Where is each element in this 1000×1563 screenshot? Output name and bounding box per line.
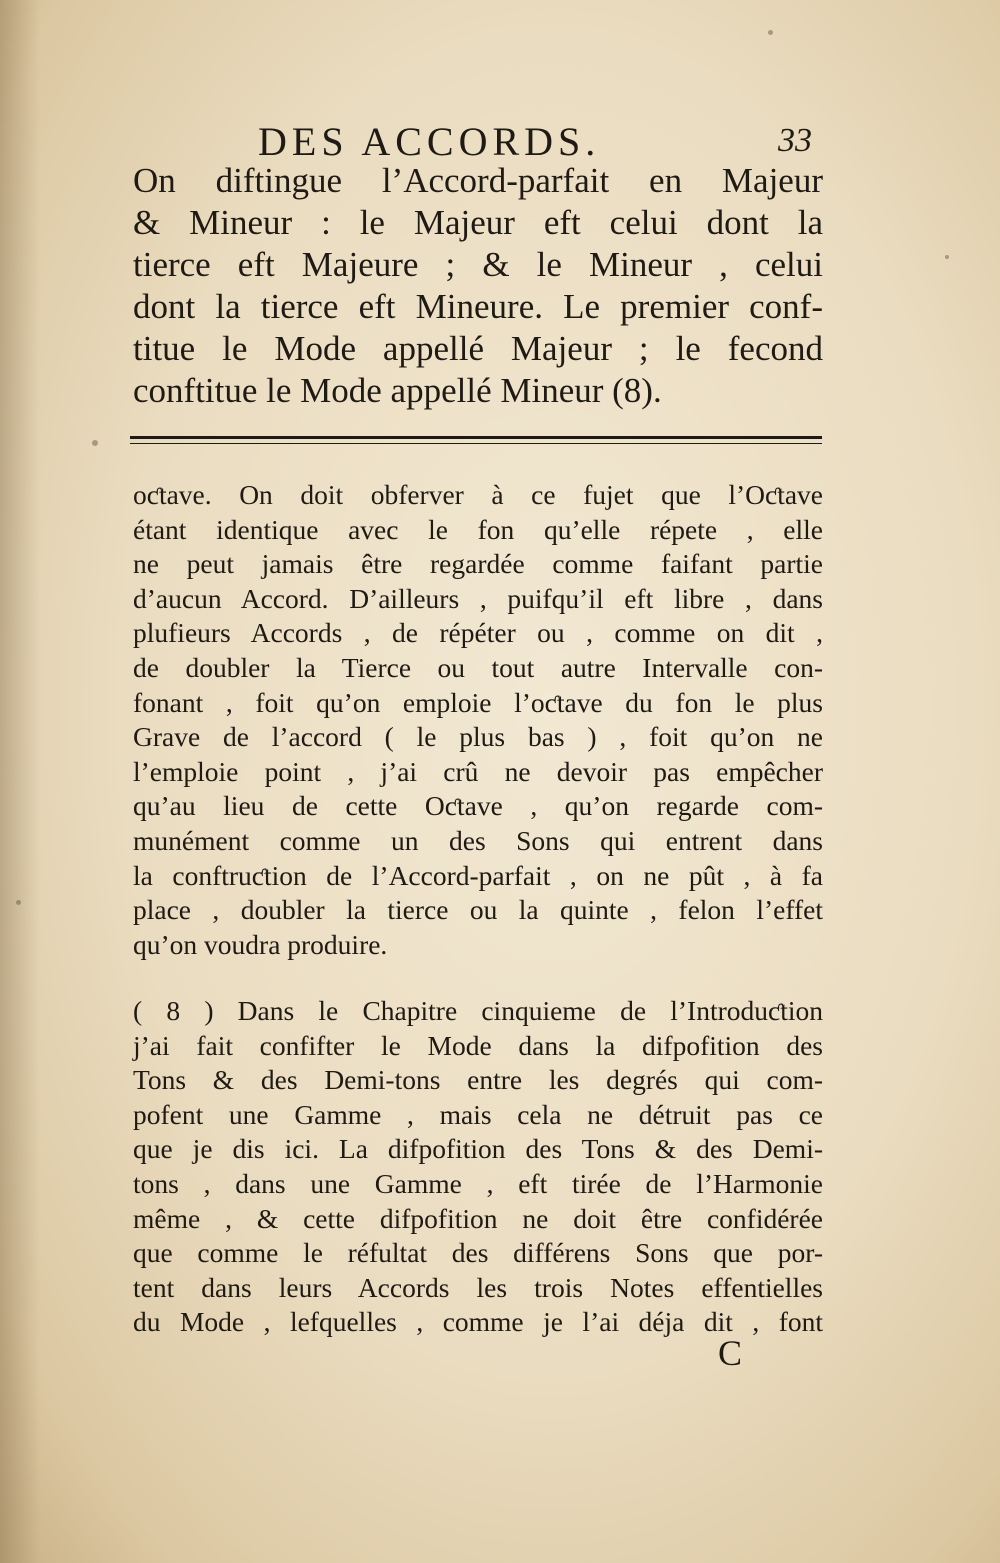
footnote-line: ne peut jamais être regardée comme faifant partie (133, 548, 823, 580)
footnote-line: tent dans leurs Accords les trois Notes effentielles (133, 1271, 823, 1303)
footnote-line: qu’au lieu de cette Oƈtave , qu’on regarde com- (133, 790, 823, 822)
footnote-line: ( 8 ) Dans le Chapitre cinquieme de l’Introduƈtion (133, 995, 823, 1026)
text-line: conftitue le Mode appellé Mineur (8). (133, 371, 662, 410)
paper-speck (92, 440, 98, 446)
footnote-line: du Mode , lefquelles , comme je l’ai déja dit , font (133, 1306, 823, 1338)
footnote-8 (133, 994, 823, 1340)
text-line: tierce eft Majeure ; & le Mineur , celui (133, 245, 823, 284)
footnote-line: j’ai fait confifter le Mode dans la difpofition des (133, 1029, 823, 1061)
footnote-line: qu’on voudra produire. (133, 928, 388, 960)
gutter-shadow (0, 0, 40, 1563)
footnote-line: Grave de l’accord ( le plus bas ) , foit qu’on ne (133, 721, 823, 753)
text-line: On diftingue l’Accord-parfait en Majeur (133, 161, 823, 200)
paper-speck (945, 255, 949, 259)
footnote-line: d’aucun Accord. D’ailleurs , puifqu’il eft libre , dans (133, 582, 823, 614)
footnote-line: l’emploie point , j’ai crû ne devoir pas empêcher (133, 755, 823, 787)
footnote-line: même , & cette difpofition ne doit être confidérée (133, 1202, 823, 1234)
signature-mark: C (718, 1333, 743, 1373)
footnote-line: que comme le réfultat des différens Sons que por- (133, 1237, 823, 1269)
text-line: dont la tierce eft Mineure. Le premier conf- (133, 287, 823, 326)
text-line: titue le Mode appellé Majeur ; le fecond (133, 329, 823, 368)
footnote-line: oƈtave. On doit obferver à ce fujet que l’Oƈtave (133, 479, 823, 510)
footnote-line: munément comme un des Sons qui entrent dans (133, 824, 823, 856)
page-number: 33 (778, 122, 812, 159)
footnote-line: plufieurs Accords , de répéter ou , comme on dit , (133, 617, 823, 649)
footnote-line: Tons & des Demi-tons entre les degrés qui com- (133, 1064, 823, 1096)
footnote-line: place , doubler la tierce ou la quinte , felon l’effet (133, 894, 823, 926)
page-title: DES ACCORDS. (258, 119, 601, 164)
main-paragraph (133, 160, 823, 412)
text-line: & Mineur : le Majeur eft celui dont la (133, 203, 823, 242)
footnote-separator-rule (130, 436, 822, 444)
paper-speck (768, 30, 773, 35)
footnote-line: la conftruƈtion de l’Accord-parfait , on ne pût , à fa (133, 859, 823, 891)
footnote-line: étant identique avec le fon qu’elle répete , elle (133, 513, 823, 545)
footnote-continuation (133, 478, 823, 962)
footnote-line: tons , dans une Gamme , eft tirée de l’Harmonie (133, 1167, 823, 1199)
footnote-line: pofent une Gamme , mais cela ne détruit pas ce (133, 1098, 823, 1130)
footnote-line: de doubler la Tierce ou tout autre Intervalle con- (133, 651, 823, 683)
footnote-line: fonant , foit qu’on emploie l’oƈtave du fon le plus (133, 686, 823, 718)
footnote-line: que je dis ici. La difpofition des Tons & des Demi- (133, 1133, 823, 1165)
paper-speck (16, 900, 21, 905)
